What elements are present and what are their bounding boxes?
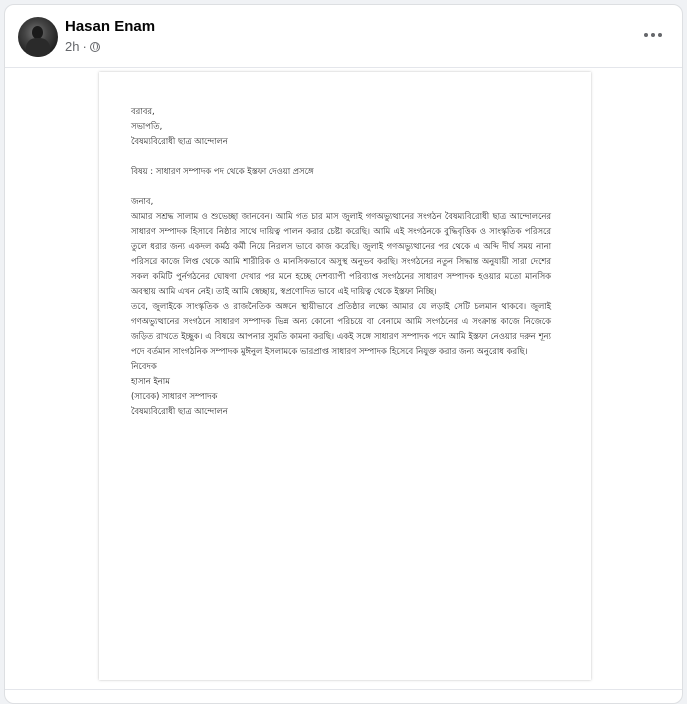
letter-page <box>99 72 591 680</box>
subject-block <box>131 164 551 179</box>
more-options-icon <box>651 33 655 37</box>
post-meta <box>65 39 100 54</box>
closing-line: হাসান ইনাম <box>131 376 170 386</box>
closing-block <box>131 359 551 419</box>
letter-paragraph-1: আমার সশ্রদ্ধ সালাম ও শুভেচ্ছা জানবেন। আমি গত চার মাস জুলাই গণঅভ্যুত্থানের সংগঠন বৈষম্যবিরোধী ছাত্র আন্দোলনের সাধারণ সম্পাদক হিসাবে নিষ্ঠার সাথে দায়িত্ব পালন করার চেষ্টা করেছি। আমি এই সংগঠনকে বুদ্ধিবৃত্তিক ও সাংস্কৃতিক পরিসরে তুলে ধরার জন্য একদল কর্মঠ কর্মী নিয়ে নিরলস ভাবে কাজ করেছি। জুলাই গণঅভ্যুত্থানের পর থেকে এ অব্দি দীর্ঘ সময় নানা পরিসরে কাজে লিপ্ত থেকে আমি শারীরিক ও মানসিকভাবে অসুস্থ অনুভব করছি। সংগঠনের নতুন সিদ্ধান্ত অনুযায়ী সারা দেশের সকল কমিটি পুর্নগঠনের ঘোষণা দেখার পর মনে হচ্ছে দেশব্যাপী পরিব্যাপ্ত সংগঠনের সাধারণ সম্পাদক হওয়ার মতো মানসিক অবস্থায় আমি এখন নেই। তাই আমি স্বেচ্ছায়, স্বপ্রণোদিত ভাবে এই দায়িত্ব থেকে ইস্তফা নিচ্ছি। <box>131 211 551 296</box>
letter-subject: বিষয় : সাধারণ সম্পাদক পদ থেকে ইস্তফা দেওয়া প্রসঙ্গে <box>131 166 314 176</box>
post-time[interactable]: 2h <box>65 39 80 54</box>
closing-line: নিবেদক <box>131 361 157 371</box>
more-options-icon <box>644 33 648 37</box>
post-card <box>4 4 683 704</box>
author-name[interactable]: Hasan Enam <box>65 18 156 35</box>
post-header <box>5 5 682 65</box>
closing-line: বৈষম্যবিরোধী ছাত্র আন্দোলন <box>131 406 228 416</box>
more-options-icon <box>658 33 662 37</box>
letter-body <box>131 104 551 419</box>
recipient-line: সভাপতি, <box>131 121 163 131</box>
globe-icon <box>90 42 100 52</box>
footer-divider <box>5 689 682 690</box>
post-image[interactable] <box>5 68 682 688</box>
more-options-button[interactable] <box>638 23 668 47</box>
avatar[interactable] <box>18 17 58 57</box>
recipient-line: বরাবর, <box>131 106 155 116</box>
recipient-line: বৈষম্যবিরোধী ছাত্র আন্দোলন <box>131 136 228 146</box>
closing-line: (সাবেক) সাধারণ সম্পাদক <box>131 391 218 401</box>
avatar-body <box>26 38 50 57</box>
recipient-block <box>131 104 551 149</box>
letter-paragraph-2: তবে, জুলাইকে সাংস্কৃতিক ও রাজনৈতিক অঙ্গনে স্থায়ীভাবে প্রতিষ্ঠার লক্ষ্যে আমার যে লড়াই সেটি চলমান থাকবে। জুলাই গণঅভ্যুত্থানের সংগঠনে সাধারণ সম্পাদক ভিন্ন অন্য কোনো পরিচয়ে বা বেনামে আমি সংগঠনের এ সংক্রান্ত কাজে নিজেকে জড়িত রাখতে ইচ্ছুক। এ বিষয়ে আপনার সুমতি কামনা করছি। একই সঙ্গে সাধারণ সম্পাদক পদে আমি ইস্তফা নেওয়ার দরুন শূন্য পদে বর্তমান সাংগঠনিক সম্পাদক মুঈনুল ইসলামকে ভারপ্রাপ্ত সাধারণ সম্পাদক হিসেবে নিযুক্ত করার জন্য অনুরোধ করছি। <box>131 301 551 356</box>
letter-salutation: জনাব, <box>131 196 154 206</box>
meta-separator: · <box>82 39 87 54</box>
